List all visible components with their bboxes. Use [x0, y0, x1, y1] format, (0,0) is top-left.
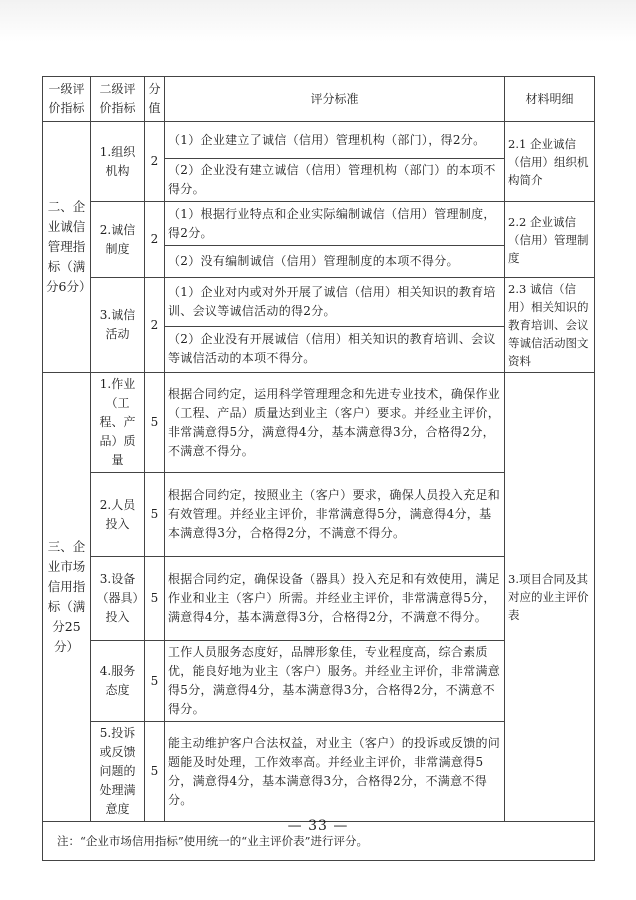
- material-cell: 3.项目合同及其对应的业主评价表: [505, 373, 595, 822]
- header-level2: 二级评价指标: [91, 77, 145, 122]
- material-cell: 2.2 企业诚信（信用）管理制度: [505, 202, 595, 278]
- table-note: 注：“企业市场信用指标”使用统一的“业主评价表”进行评分。: [43, 822, 595, 861]
- criteria-text: 根据合同约定，运用科学管理理念和先进专业技术，确保作业（工程、产品）质量达到业主（客户）要求。并经业主评价，非常满意得5分，满意得4分，基本满意得3分，合格得2分，不满意不得分。: [165, 373, 505, 473]
- category-integrity-management: 二、企业诚信管理指标（满分6分）: [43, 122, 91, 373]
- table-row: [43, 122, 595, 159]
- material-cell: 2.1 企业诚信（信用）组织机构简介: [505, 122, 595, 202]
- subitem-name: 3.诚信活动: [91, 278, 145, 373]
- criteria-text: 能主动维护客户合法权益，对业主（客户）的投诉或反馈的问题能及时处理，工作效率高。并经业主评价，非常满意得5分，满意得4分，基本满意得3分，合格得2分，不满意不得分。: [165, 722, 505, 822]
- subitem-name: 3.设备（器具）投入: [91, 557, 145, 641]
- criteria-line: （1）企业对内或对外开展了诚信（信用）相关知识的教育培训、会议等诚信活动的得2分。: [165, 278, 505, 327]
- table-row: [43, 202, 595, 246]
- header-score: 分值: [145, 77, 165, 122]
- table-header-row: [43, 77, 595, 122]
- criteria-text: 根据合同约定，确保设备（器具）投入充足和有效使用，满足作业和业主（客户）所需。并经业主评价，非常满意得5分，满意得4分，基本满意得3分，合格得2分，不满意不得分。: [165, 557, 505, 641]
- subitem-name: 1.作业（工程、产品）质量: [91, 373, 145, 473]
- subitem-name: 2.诚信制度: [91, 202, 145, 278]
- criteria-line: （1）根据行业特点和企业实际编制诚信（信用）管理制度，得2分。: [165, 202, 505, 246]
- header-criteria: 评分标准: [165, 77, 505, 122]
- header-level1: 一级评价指标: [43, 77, 91, 122]
- subitem-name: 1.组织机构: [91, 122, 145, 202]
- material-cell: 2.3 诚信（信用）相关知识的教育培训、会议等诚信活动图文资料: [505, 278, 595, 373]
- criteria-line: （2）企业没有开展诚信（信用）相关知识的教育培训、会议等诚信活动的本项不得分。: [165, 326, 505, 372]
- criteria-line: （1）企业建立了诚信（信用）管理机构（部门），得2分。: [165, 122, 505, 159]
- subitem-score: 5: [145, 473, 165, 557]
- subitem-score: 5: [145, 557, 165, 641]
- subitem-score: 5: [145, 722, 165, 822]
- subitem-name: 5.投诉或反馈问题的处理满意度: [91, 722, 145, 822]
- subitem-score: 2: [145, 122, 165, 202]
- header-materials: 材料明细: [505, 77, 595, 122]
- criteria-line: （2）没有编制诚信（信用）管理制度的本项不得分。: [165, 246, 505, 278]
- subitem-score: 5: [145, 373, 165, 473]
- criteria-line: （2）企业没有建立诚信（信用）管理机构（部门）的本项不得分。: [165, 159, 505, 202]
- category-market-credit: 三、企业市场信用指标（满分25分）: [43, 373, 91, 822]
- subitem-name: 2.人员投入: [91, 473, 145, 557]
- scan-top-shadow: [0, 0, 636, 42]
- subitem-score: 2: [145, 202, 165, 278]
- subitem-score: 2: [145, 278, 165, 373]
- table-row: [43, 278, 595, 327]
- subitem-name: 4.服务态度: [91, 641, 145, 722]
- subitem-score: 5: [145, 641, 165, 722]
- table-row: [43, 373, 595, 473]
- evaluation-table: [42, 76, 595, 861]
- criteria-text: 根据合同约定，按照业主（客户）要求，确保人员投入充足和有效管理。并经业主评价，非常满意得5分，满意得4分，基本满意得3分，合格得2分，不满意不得分。: [165, 473, 505, 557]
- criteria-text: 工作人员服务态度好，品牌形象佳，专业程度高，综合素质优，能良好地为业主（客户）服务。并经业主评价，非常满意得5分，满意得4分，基本满意得3分，合格得2分，不满意不得分。: [165, 641, 505, 722]
- page-number: — 33 —: [287, 818, 349, 834]
